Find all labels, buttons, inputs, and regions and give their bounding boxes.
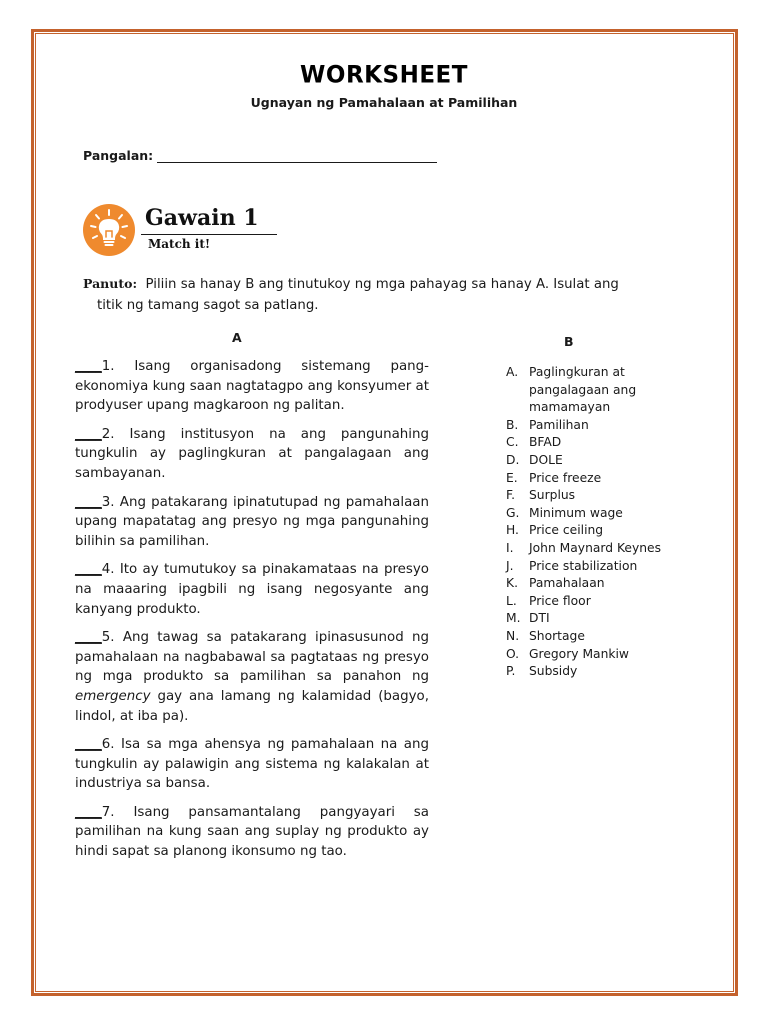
column-b-header: B xyxy=(564,334,574,349)
choice-text: Shortage xyxy=(529,628,585,643)
question-number: 7. xyxy=(101,804,115,820)
column-b-list xyxy=(506,364,706,681)
choice-item-l xyxy=(506,593,706,611)
choice-text: Pamahalaan xyxy=(529,576,605,591)
choice-item-e xyxy=(506,470,706,488)
answer-blank[interactable]: ____ xyxy=(75,359,102,374)
choice-item-d xyxy=(506,452,706,470)
column-a-header: A xyxy=(232,330,242,345)
choice-text: John Maynard Keynes xyxy=(529,540,662,555)
question-text: Isang organisadong sistemang pang-ekonomiya kung saan nagtatagpo ang konsyumer at prodyuser upang magkaroon ng palitan. xyxy=(75,359,429,414)
choice-letter: G. xyxy=(506,505,520,520)
choice-letter: B. xyxy=(506,417,519,432)
choice-text: Gregory Mankiw xyxy=(529,646,629,661)
name-field xyxy=(83,148,437,163)
question-text-end: gay ana lamang ng kalamidad (bagyo, lindol, at iba pa). xyxy=(75,688,429,724)
instructions-line-2: titik ng tamang sagot sa patlang. xyxy=(97,298,319,313)
choice-letter: F. xyxy=(506,488,516,503)
choice-text: Minimum wage xyxy=(529,505,623,520)
question-text: Isang pansamantalang pangyayari sa pamilihan na kung saan ang suplay ng produkto ay hindi sapat sa planong ikonsumo ng tao. xyxy=(75,804,429,860)
choice-letter: C. xyxy=(506,435,519,450)
choice-text: DTI xyxy=(529,611,550,626)
question-text: Isa sa mga ahensya ng pamahalaan na ang tungkulin ay palawigin ang sistema ng kalakalan at industriya sa bansa. xyxy=(75,737,429,792)
choice-item-a xyxy=(506,364,706,417)
choice-text: DOLE xyxy=(529,452,563,467)
question-item-2 xyxy=(75,425,429,484)
question-number: 6. xyxy=(101,737,115,753)
question-item-1 xyxy=(75,357,429,416)
worksheet-title: WORKSHEET xyxy=(300,61,468,89)
choice-text: Paglingkuran at pangalagaan ang mamamayan xyxy=(529,365,637,415)
choice-item-k xyxy=(506,575,706,593)
answer-blank[interactable]: ____ xyxy=(75,630,102,646)
answer-blank[interactable]: ____ xyxy=(75,562,102,578)
question-number: 5. xyxy=(101,630,115,646)
question-number: 3. xyxy=(101,494,115,510)
choice-letter: M. xyxy=(506,611,521,626)
question-text: Ang tawag sa patakarang ipinasusunod ng pamahalaan na nagbabawal sa pagtataas ng presyo ng mga produkto sa pamilihan sa panahon ng xyxy=(75,630,429,685)
choice-text: Surplus xyxy=(529,488,576,503)
lightbulb-icon xyxy=(83,204,135,256)
worksheet-subtitle: Ugnayan ng Pamahalaan at Pamilihan xyxy=(250,95,518,110)
instructions-label: Panuto: xyxy=(83,276,138,291)
choice-letter: O. xyxy=(506,646,520,661)
choice-letter: J. xyxy=(506,558,514,573)
choice-item-c xyxy=(506,434,706,452)
choice-text: Price floor xyxy=(529,593,591,608)
choice-item-o xyxy=(506,646,706,664)
activity-title: Gawain 1 xyxy=(145,205,259,231)
answer-blank[interactable]: ____ xyxy=(75,737,102,753)
question-number: 2. xyxy=(101,426,115,442)
question-number: 1. xyxy=(101,359,115,374)
name-label: Pangalan: xyxy=(83,148,154,163)
choice-text: Subsidy xyxy=(529,664,578,679)
choice-item-p xyxy=(506,663,706,681)
instructions-line-1: Piliin sa hanay B ang tinutukoy ng mga pahayag sa hanay A. Isulat ang xyxy=(145,277,619,292)
choice-item-b xyxy=(506,417,706,435)
choice-letter: A. xyxy=(506,365,519,379)
choice-item-n xyxy=(506,628,706,646)
question-number: 4. xyxy=(101,562,115,578)
instructions xyxy=(83,273,693,316)
activity-subtitle: Match it! xyxy=(148,237,211,251)
question-item-4 xyxy=(75,560,429,619)
choice-letter: K. xyxy=(506,576,518,591)
choice-letter: P. xyxy=(506,664,516,679)
choice-item-h xyxy=(506,522,706,540)
choice-item-m xyxy=(506,610,706,628)
question-text: Ang patakarang ipinatutupad ng pamahalaan upang mapatatag ang presyo ng mga pangunahing bilihin sa pamilihan. xyxy=(75,494,429,549)
question-text: Isang institusyon na ang pangunahing tungkulin ay paglingkuran at pangalagaan ang sambayanan. xyxy=(75,426,429,481)
choice-text: Price stabilization xyxy=(529,558,638,573)
choice-text: Price ceiling xyxy=(529,523,604,538)
choice-text: Pamilihan xyxy=(529,417,589,432)
name-blank-line[interactable] xyxy=(157,149,437,163)
question-text-emphasis: emergency xyxy=(75,688,151,704)
choice-item-f xyxy=(506,487,706,505)
choice-letter: N. xyxy=(506,628,520,643)
choice-letter: I. xyxy=(506,540,514,555)
question-item-5 xyxy=(75,628,429,726)
choice-item-g xyxy=(506,505,706,523)
column-a-list xyxy=(75,357,429,871)
choice-text: Price freeze xyxy=(529,470,602,485)
question-item-6 xyxy=(75,735,429,794)
choice-text: BFAD xyxy=(529,435,562,450)
answer-blank[interactable]: ____ xyxy=(75,426,102,442)
choice-letter: D. xyxy=(506,452,520,467)
answer-blank[interactable]: ____ xyxy=(75,494,102,510)
question-item-3 xyxy=(75,493,429,552)
choice-letter: H. xyxy=(506,523,519,538)
question-item-7 xyxy=(75,803,429,862)
question-text: Ito ay tumutukoy sa pinakamataas na presyo na maaaring ipagbili ng isang negosyante ang kanyang produkto. xyxy=(75,562,429,617)
choice-letter: L. xyxy=(506,593,517,608)
choice-letter: E. xyxy=(506,470,518,485)
answer-blank[interactable]: ____ xyxy=(75,804,102,820)
choice-item-j xyxy=(506,558,706,576)
activity-divider xyxy=(141,234,277,235)
choice-item-i xyxy=(506,540,706,558)
